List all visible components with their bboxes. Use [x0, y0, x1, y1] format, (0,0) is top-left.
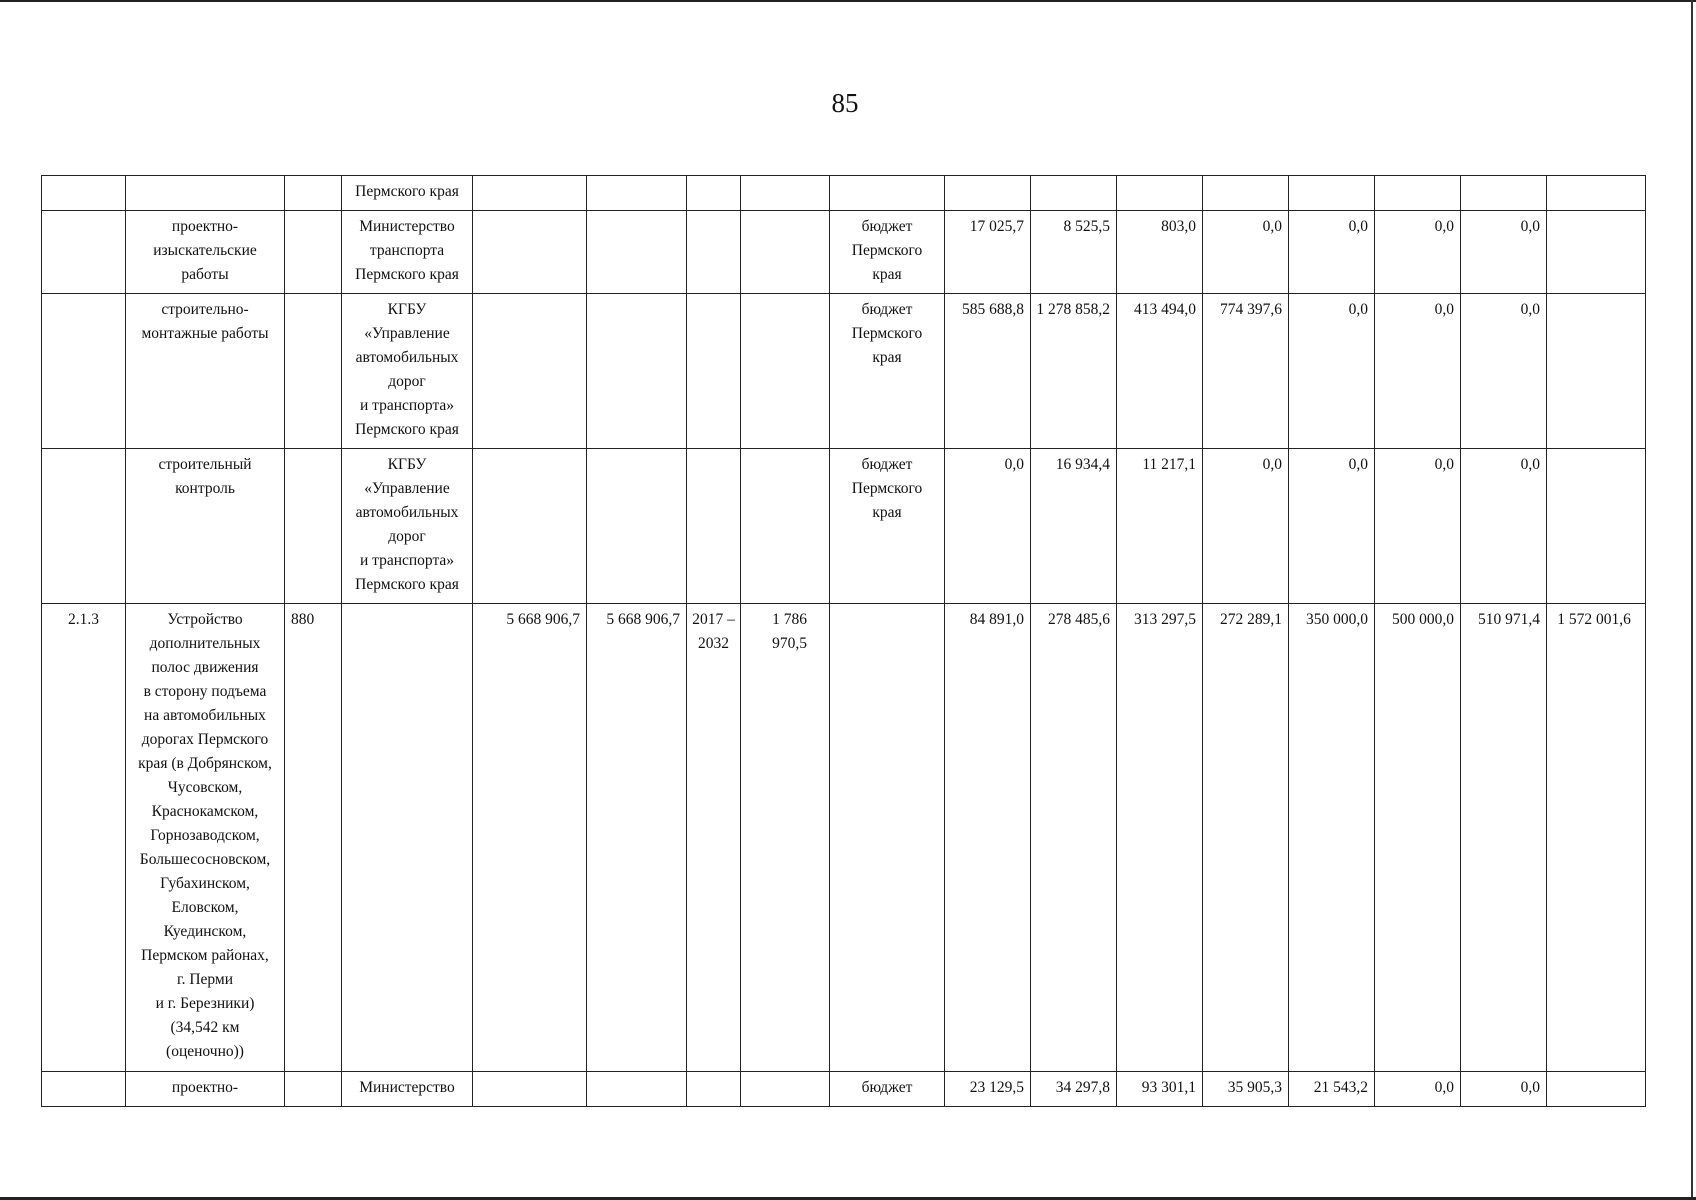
year7-cell: 0,0 — [1461, 449, 1547, 604]
length-cell — [741, 294, 830, 449]
table-row — [42, 1072, 1646, 1107]
name-cell — [126, 176, 285, 211]
year6-cell: 0,0 — [1375, 211, 1461, 294]
name-cell: строительно- монтажные работы — [126, 294, 285, 449]
year5-cell: 350 000,0 — [1289, 604, 1375, 1072]
name-cell: проектно- — [126, 1072, 285, 1107]
year5-cell: 0,0 — [1289, 294, 1375, 449]
executor-cell: Пермского края — [342, 176, 473, 211]
year2-cell: 34 297,8 — [1031, 1072, 1117, 1107]
year3-cell: 11 217,1 — [1117, 449, 1203, 604]
source-cell: бюджет Пермского края — [830, 449, 945, 604]
name-cell: Устройство дополнительных полос движения в сторону подъема на автомобильных дорогах Пермского края (в Добрянском, Чусовском, Краснокамском, Горнозаводском, Большесосновском, Губахинском, Еловском, Куединском, Пермском районах, г. Перми и г. Березники) (34,542 км (оценочно)) — [126, 604, 285, 1072]
year8-cell: 1 572 001,6 — [1547, 604, 1646, 1072]
period-cell — [687, 1072, 741, 1107]
page-top-edge — [0, 0, 1696, 2]
table-row — [42, 294, 1646, 449]
year1-cell: 84 891,0 — [945, 604, 1031, 1072]
year2-cell: 278 485,6 — [1031, 604, 1117, 1072]
year3-cell: 313 297,5 — [1117, 604, 1203, 1072]
year4-cell — [1203, 176, 1289, 211]
year1-cell: 0,0 — [945, 449, 1031, 604]
budget-table — [41, 175, 1646, 1107]
year3-cell: 413 494,0 — [1117, 294, 1203, 449]
year4-cell: 774 397,6 — [1203, 294, 1289, 449]
code-cell — [42, 449, 126, 604]
year4-cell: 0,0 — [1203, 449, 1289, 604]
executor-cell: КГБУ «Управление автомобильных дорог и транспорта» Пермского края — [342, 449, 473, 604]
gr-cell — [285, 211, 342, 294]
length-cell — [741, 1072, 830, 1107]
year8-cell — [1547, 211, 1646, 294]
year4-cell: 0,0 — [1203, 211, 1289, 294]
year6-cell: 0,0 — [1375, 294, 1461, 449]
cost-total-cell: 5 668 906,7 — [473, 604, 587, 1072]
period-cell — [687, 294, 741, 449]
executor-cell: КГБУ «Управление автомобильных дорог и транспорта» Пермского края — [342, 294, 473, 449]
year3-cell — [1117, 176, 1203, 211]
code-cell — [42, 1072, 126, 1107]
name-cell: проектно- изыскательские работы — [126, 211, 285, 294]
cost-program-cell: 5 668 906,7 — [587, 604, 687, 1072]
period-cell: 2017 – 2032 — [687, 604, 741, 1072]
cost-program-cell — [587, 1072, 687, 1107]
year2-cell: 8 525,5 — [1031, 211, 1117, 294]
source-cell: бюджет Пермского края — [830, 294, 945, 449]
year4-cell: 272 289,1 — [1203, 604, 1289, 1072]
year1-cell: 17 025,7 — [945, 211, 1031, 294]
executor-cell: Министерство транспорта Пермского края — [342, 211, 473, 294]
year7-cell: 0,0 — [1461, 211, 1547, 294]
period-cell — [687, 211, 741, 294]
source-cell: бюджет — [830, 1072, 945, 1107]
year2-cell — [1031, 176, 1117, 211]
source-cell — [830, 176, 945, 211]
year3-cell: 93 301,1 — [1117, 1072, 1203, 1107]
year8-cell — [1547, 1072, 1646, 1107]
length-cell — [741, 211, 830, 294]
length-cell — [741, 449, 830, 604]
year5-cell — [1289, 176, 1375, 211]
code-cell — [42, 211, 126, 294]
cost-program-cell — [587, 294, 687, 449]
year8-cell — [1547, 294, 1646, 449]
year6-cell: 0,0 — [1375, 1072, 1461, 1107]
gr-cell — [285, 449, 342, 604]
year7-cell: 0,0 — [1461, 294, 1547, 449]
cost-total-cell — [473, 1072, 587, 1107]
code-cell: 2.1.3 — [42, 604, 126, 1072]
gr-cell — [285, 1072, 342, 1107]
cost-total-cell — [473, 176, 587, 211]
year1-cell — [945, 176, 1031, 211]
gr-cell: 880 — [285, 604, 342, 1072]
year2-cell: 1 278 858,2 — [1031, 294, 1117, 449]
cost-total-cell — [473, 294, 587, 449]
table-row — [42, 176, 1646, 211]
executor-cell: Министерство — [342, 1072, 473, 1107]
name-cell: строительный контроль — [126, 449, 285, 604]
year7-cell: 510 971,4 — [1461, 604, 1547, 1072]
cost-program-cell — [587, 176, 687, 211]
page-number: 85 — [831, 88, 859, 118]
code-cell — [42, 294, 126, 449]
length-cell — [741, 176, 830, 211]
year5-cell: 0,0 — [1289, 449, 1375, 604]
year2-cell: 16 934,4 — [1031, 449, 1117, 604]
cost-total-cell — [473, 211, 587, 294]
period-cell — [687, 176, 741, 211]
cost-program-cell — [587, 449, 687, 604]
gr-cell — [285, 176, 342, 211]
length-cell: 1 786 970,5 — [741, 604, 830, 1072]
table-row — [42, 211, 1646, 294]
source-cell: бюджет Пермского края — [830, 211, 945, 294]
page-right-edge — [1691, 0, 1693, 1200]
cost-total-cell — [473, 449, 587, 604]
source-cell — [830, 604, 945, 1072]
table-row — [42, 449, 1646, 604]
year5-cell: 21 543,2 — [1289, 1072, 1375, 1107]
year1-cell: 23 129,5 — [945, 1072, 1031, 1107]
table-row — [42, 604, 1646, 1072]
year3-cell: 803,0 — [1117, 211, 1203, 294]
year8-cell — [1547, 176, 1646, 211]
year7-cell: 0,0 — [1461, 1072, 1547, 1107]
year6-cell: 500 000,0 — [1375, 604, 1461, 1072]
cost-program-cell — [587, 211, 687, 294]
period-cell — [687, 449, 741, 604]
executor-cell — [342, 604, 473, 1072]
code-cell — [42, 176, 126, 211]
year1-cell: 585 688,8 — [945, 294, 1031, 449]
year8-cell — [1547, 449, 1646, 604]
year6-cell — [1375, 176, 1461, 211]
year4-cell: 35 905,3 — [1203, 1072, 1289, 1107]
gr-cell — [285, 294, 342, 449]
year6-cell: 0,0 — [1375, 449, 1461, 604]
year7-cell — [1461, 176, 1547, 211]
year5-cell: 0,0 — [1289, 211, 1375, 294]
